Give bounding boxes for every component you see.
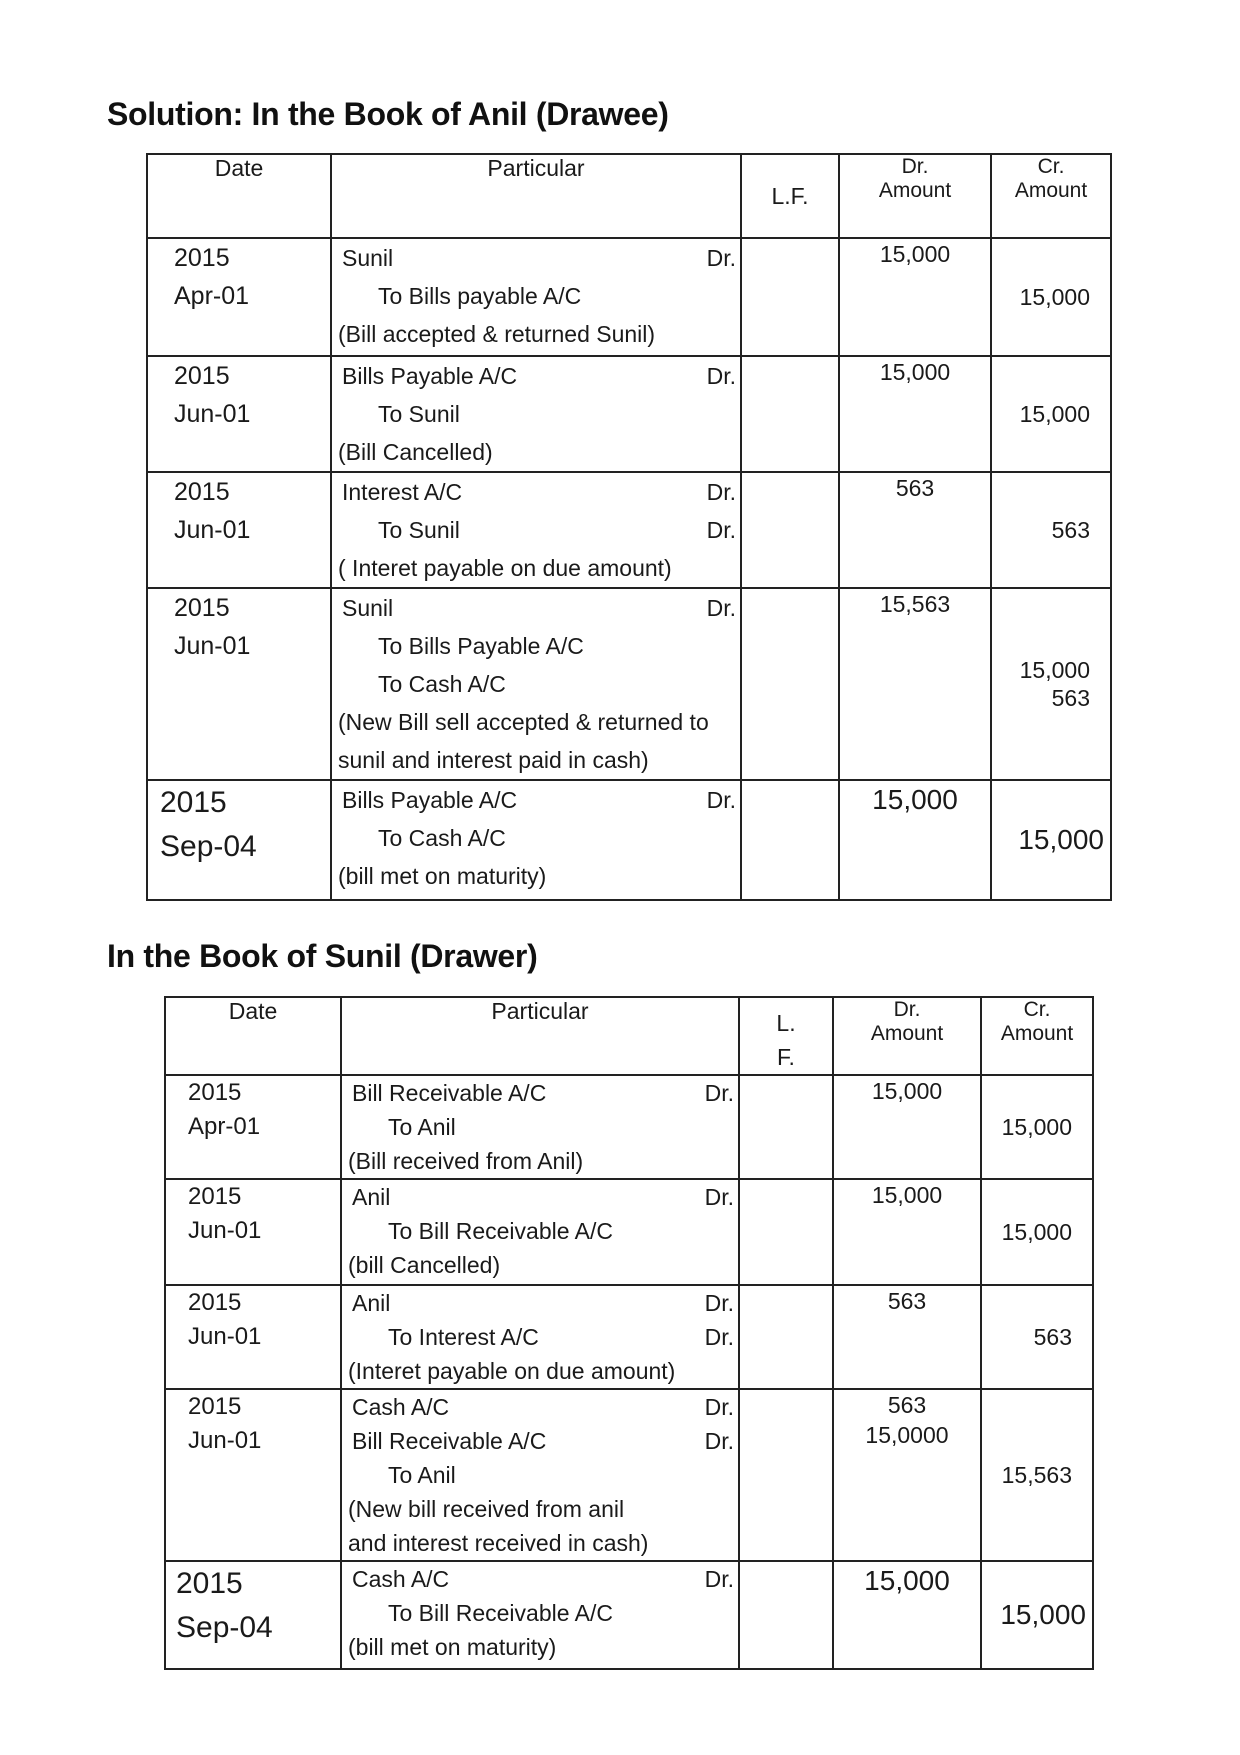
date-header: Date (147, 154, 331, 238)
dr-marker: Dr. (706, 787, 736, 813)
account-name: and interest received in cash) (348, 1530, 649, 1556)
account-name: To Cash A/C (378, 671, 506, 697)
dr-amount: 15,000 (871, 1078, 943, 1104)
lf-cell (741, 588, 839, 780)
dr-marker: Dr. (704, 1184, 734, 1210)
account-name: To Bill Receivable A/C (388, 1600, 613, 1626)
cr-amount-cell (981, 1285, 1093, 1389)
account-name: To Bills Payable A/C (378, 633, 584, 659)
account-name: (bill met on maturity) (338, 863, 547, 889)
dr-marker: Dr. (704, 1566, 734, 1592)
account-line (342, 1320, 738, 1354)
page-title: Solution: In the Book of Anil (Drawee) (107, 96, 669, 132)
account-name: sunil and interest paid in cash) (338, 747, 649, 773)
dr-amount-cell (833, 1561, 981, 1669)
dr-marker: Dr. (704, 1394, 734, 1420)
account-name: Sunil (342, 245, 394, 271)
narration-line (332, 549, 740, 587)
account-name: Cash A/C (352, 1394, 450, 1420)
lf-cell (739, 1075, 833, 1179)
account-line (342, 1110, 738, 1144)
lf-cell (739, 1179, 833, 1285)
particular-cell (331, 238, 741, 356)
dr-marker (728, 1214, 734, 1248)
account-line (332, 357, 740, 395)
entry-day: Jun-01 (174, 400, 251, 428)
lf-label-sub: F. (777, 1044, 795, 1070)
lf-label: L. (776, 1010, 796, 1036)
particular-cell (331, 588, 741, 780)
entry-year: 2015 (176, 1567, 243, 1600)
dr-amount-cell (839, 780, 991, 900)
dr-marker: Dr. (704, 1080, 734, 1106)
particular-cell (331, 356, 741, 472)
narration-line (342, 1248, 738, 1282)
account-line (342, 1076, 738, 1110)
account-line (332, 665, 740, 703)
account-name: (New bill received from anil (348, 1496, 625, 1522)
entry-day: Jun-01 (174, 632, 251, 660)
date-cell (165, 1561, 341, 1669)
account-name: (New Bill sell accepted & returned to (338, 709, 709, 735)
table-header-row (147, 154, 1111, 238)
cr-amount: 563 (1051, 685, 1090, 711)
dr-marker (730, 703, 736, 741)
cr-amount: 15,000 (1019, 284, 1090, 310)
table-row (165, 1389, 1093, 1561)
dr-marker (730, 315, 736, 353)
table-row (147, 472, 1111, 588)
account-name: (Bill accepted & returned Sunil) (338, 321, 656, 347)
account-line (332, 627, 740, 665)
account-name: (Bill received from Anil) (348, 1148, 584, 1174)
account-name: To Anil (388, 1114, 456, 1140)
cr-amount-cell (991, 238, 1111, 356)
table-row (147, 238, 1111, 356)
dr-marker (728, 1248, 734, 1282)
cr-amount-cell (981, 1389, 1093, 1561)
journal-table-anil (146, 153, 1112, 901)
date-cell (165, 1179, 341, 1285)
narration-line (332, 315, 740, 353)
cr-label: Cr. (1023, 998, 1051, 1021)
dr-amount-header (833, 997, 981, 1075)
dr-marker (728, 1596, 734, 1630)
dr-amount-cell (833, 1389, 981, 1561)
narration-line (342, 1630, 738, 1664)
entry-year: 2015 (188, 1183, 242, 1210)
dr-amount-label: Amount (878, 179, 952, 202)
dr-amount-cell (833, 1075, 981, 1179)
lf-header (739, 997, 833, 1075)
account-line (332, 819, 740, 857)
account-name: To Bill Receivable A/C (388, 1218, 613, 1244)
account-name: To Bills payable A/C (378, 283, 582, 309)
account-name: (bill Cancelled) (348, 1252, 501, 1278)
dr-amount: 15,000 (864, 1565, 950, 1596)
dr-marker (730, 665, 736, 703)
particular-header: Particular (341, 997, 739, 1075)
narration-line (332, 741, 740, 779)
date-cell (147, 780, 331, 900)
dr-amount: 15,563 (879, 591, 951, 617)
dr-marker: Dr. (704, 1428, 734, 1454)
dr-amount-label: Amount (870, 1022, 944, 1045)
cr-label: Cr. (1037, 155, 1065, 178)
dr-marker: Dr. (706, 363, 736, 389)
dr-amount-cell (839, 356, 991, 472)
dr-amount: 15,000 (871, 1182, 943, 1208)
date-cell (165, 1285, 341, 1389)
account-name: Sunil (342, 595, 394, 621)
lf-cell (739, 1389, 833, 1561)
account-name: Anil (352, 1184, 391, 1210)
date-cell (147, 356, 331, 472)
dr-marker: Dr. (706, 479, 736, 505)
dr-amount: 15,000 (879, 241, 951, 267)
lf-cell (739, 1561, 833, 1669)
cr-amount-header (991, 154, 1111, 238)
cr-amount: 15,000 (1001, 1219, 1072, 1245)
dr-marker (730, 549, 736, 587)
dr-marker (728, 1110, 734, 1144)
dr-amount: 15,0000 (865, 1422, 949, 1448)
account-line (332, 239, 740, 277)
dr-marker (728, 1526, 734, 1560)
cr-amount: 15,000 (1001, 1114, 1072, 1140)
dr-label: Dr. (901, 155, 929, 178)
entry-day: Jun-01 (174, 516, 251, 544)
particular-cell (341, 1561, 739, 1669)
cr-amount-cell (991, 780, 1111, 900)
table-row (165, 1179, 1093, 1285)
dr-amount-cell (833, 1179, 981, 1285)
table-header-row (165, 997, 1093, 1075)
particular-cell (341, 1179, 739, 1285)
dr-amount: 563 (895, 475, 935, 501)
account-name: Bills Payable A/C (342, 787, 518, 813)
entry-year: 2015 (188, 1289, 242, 1316)
cr-amount-cell (981, 1561, 1093, 1669)
particular-header: Particular (331, 154, 741, 238)
entry-year: 2015 (160, 786, 227, 819)
table-row (147, 780, 1111, 900)
dr-amount-cell (839, 238, 991, 356)
dr-marker (730, 741, 736, 779)
date-header: Date (165, 997, 341, 1075)
narration-line (342, 1526, 738, 1560)
account-name: ( Interet payable on due amount) (338, 555, 672, 581)
lf-cell (741, 356, 839, 472)
account-name: Anil (352, 1290, 391, 1316)
account-line (342, 1458, 738, 1492)
table-row (165, 1075, 1093, 1179)
cr-amount: 563 (1051, 517, 1090, 543)
anil-entries (147, 238, 1111, 900)
cr-amount: 15,000 (1019, 401, 1090, 427)
account-line (332, 473, 740, 511)
dr-amount: 563 (887, 1288, 927, 1314)
particular-cell (341, 1075, 739, 1179)
entry-year: 2015 (188, 1393, 242, 1420)
particular-cell (331, 472, 741, 588)
account-name: To Anil (388, 1462, 456, 1488)
entry-day: Jun-01 (188, 1323, 262, 1350)
account-name: To Cash A/C (378, 825, 506, 851)
account-line (342, 1562, 738, 1596)
cr-amount: 15,000 (1000, 1599, 1086, 1630)
lf-cell (741, 472, 839, 588)
dr-marker (730, 433, 736, 471)
dr-marker (730, 819, 736, 857)
account-line (342, 1596, 738, 1630)
lf-cell (741, 238, 839, 356)
cr-amount-label: Amount (1014, 179, 1088, 202)
particular-cell (331, 780, 741, 900)
dr-marker (730, 857, 736, 895)
account-line (342, 1390, 738, 1424)
dr-amount-cell (839, 588, 991, 780)
narration-line (332, 703, 740, 741)
account-line (332, 589, 740, 627)
account-line (342, 1214, 738, 1248)
cr-amount-cell (981, 1075, 1093, 1179)
account-line (342, 1286, 738, 1320)
account-name: To Sunil (378, 401, 460, 427)
account-name: (bill met on maturity) (348, 1634, 557, 1660)
dr-amount: 15,000 (872, 784, 958, 815)
dr-marker (728, 1354, 734, 1388)
entry-day: Sep-04 (160, 830, 257, 863)
entry-year: 2015 (174, 594, 230, 622)
journal-table-sunil (164, 996, 1094, 1670)
cr-amount-cell (991, 588, 1111, 780)
entry-year: 2015 (188, 1079, 242, 1106)
account-name: Bill Receivable A/C (352, 1428, 547, 1454)
lf-header: L.F. (741, 154, 839, 238)
table-row (165, 1561, 1093, 1669)
particular-cell (341, 1285, 739, 1389)
entry-day: Jun-01 (188, 1217, 262, 1244)
dr-marker (728, 1144, 734, 1178)
date-cell (147, 588, 331, 780)
dr-amount-cell (833, 1285, 981, 1389)
table-row (147, 356, 1111, 472)
account-line (342, 1424, 738, 1458)
cr-amount-cell (991, 472, 1111, 588)
account-line (332, 511, 740, 549)
section-title-sunil: In the Book of Sunil (Drawer) (107, 938, 538, 974)
dr-amount: 563 (887, 1392, 927, 1418)
account-name: Interest A/C (342, 479, 463, 505)
dr-label: Dr. (893, 998, 921, 1021)
account-line (342, 1180, 738, 1214)
cr-amount: 563 (1033, 1324, 1072, 1350)
lf-cell (741, 780, 839, 900)
cr-amount: 15,000 (1018, 824, 1104, 855)
entry-year: 2015 (174, 244, 230, 272)
cr-amount-cell (981, 1179, 1093, 1285)
cr-amount-label: Amount (1000, 1022, 1074, 1045)
lf-cell (739, 1285, 833, 1389)
table-row (165, 1285, 1093, 1389)
account-line (332, 395, 740, 433)
dr-marker (730, 627, 736, 665)
dr-amount: 15,000 (879, 359, 951, 385)
narration-line (332, 857, 740, 895)
dr-marker: Dr. (706, 245, 736, 271)
dr-marker (728, 1458, 734, 1492)
narration-line (342, 1144, 738, 1178)
entry-day: Jun-01 (188, 1427, 262, 1454)
entry-day: Apr-01 (174, 282, 250, 310)
cr-amount: 15,000 (1019, 657, 1090, 683)
cr-amount-cell (991, 356, 1111, 472)
account-name: Cash A/C (352, 1566, 450, 1592)
table-row (147, 588, 1111, 780)
entry-year: 2015 (174, 478, 230, 506)
entry-day: Sep-04 (176, 1611, 273, 1644)
entry-day: Apr-01 (188, 1113, 261, 1140)
account-name: (Bill Cancelled) (338, 439, 493, 465)
dr-marker (728, 1630, 734, 1664)
dr-amount-header (839, 154, 991, 238)
account-name: (Interet payable on due amount) (348, 1358, 676, 1384)
narration-line (342, 1354, 738, 1388)
dr-marker (730, 395, 736, 433)
particular-cell (341, 1389, 739, 1561)
cr-amount: 15,563 (1001, 1462, 1072, 1488)
account-name: Bill Receivable A/C (352, 1080, 547, 1106)
dr-marker: Dr. (706, 517, 736, 543)
narration-line (332, 433, 740, 471)
dr-marker (728, 1492, 734, 1526)
date-cell (147, 472, 331, 588)
account-line (332, 781, 740, 819)
dr-marker: Dr. (704, 1324, 734, 1350)
cr-amount-header (981, 997, 1093, 1075)
date-cell (165, 1389, 341, 1561)
account-line (332, 277, 740, 315)
account-name: To Interest A/C (388, 1324, 539, 1350)
date-cell (147, 238, 331, 356)
narration-line (342, 1492, 738, 1526)
entry-year: 2015 (174, 362, 230, 390)
dr-marker: Dr. (704, 1290, 734, 1316)
account-name: Bills Payable A/C (342, 363, 518, 389)
sunil-entries (165, 1075, 1093, 1669)
dr-marker (730, 277, 736, 315)
account-name: To Sunil (378, 517, 460, 543)
date-cell (165, 1075, 341, 1179)
dr-marker: Dr. (706, 595, 736, 621)
dr-amount-cell (839, 472, 991, 588)
